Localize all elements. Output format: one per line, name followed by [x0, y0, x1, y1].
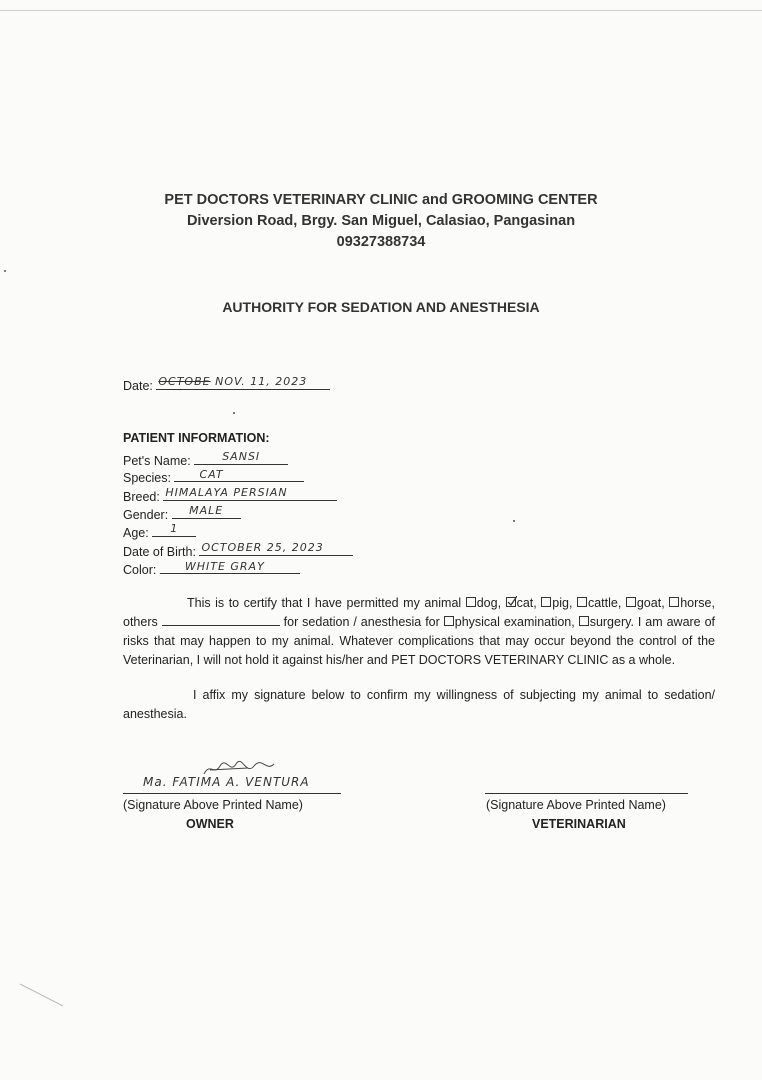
species-label: Species:: [123, 471, 171, 485]
clinic-phone: 09327388734: [336, 234, 426, 250]
color-field: [123, 560, 300, 577]
check-mark-icon: [507, 596, 517, 606]
color-label: Color:: [123, 563, 157, 577]
clinic-name: PET DOCTORS VETERINARY CLINIC and GROOMING CENTER: [164, 192, 598, 208]
age-value[interactable]: 1: [152, 522, 196, 537]
vet-signature-label: (Signature Above Printed Name): [486, 798, 666, 812]
owner-signature-line[interactable]: [123, 793, 341, 794]
species-value[interactable]: CAT: [174, 468, 304, 482]
for-sedation-text: for sedation / anesthesia for: [283, 615, 440, 629]
gender-label: Gender:: [123, 508, 169, 522]
scan-speck: [4, 270, 6, 272]
option-cattle: cattle,: [587, 596, 622, 610]
pet-name-field: [123, 450, 288, 468]
dob-value[interactable]: OCTOBER 25, 2023: [199, 541, 353, 556]
option-physical-exam: physical examination,: [454, 615, 575, 629]
date-field: [123, 375, 330, 393]
checkbox-physical-exam[interactable]: [444, 616, 454, 626]
dob-field: [123, 541, 353, 559]
date-struck-text: OCTOBE: [158, 375, 211, 388]
option-horse-others: horse, others: [123, 596, 715, 629]
clinic-header: [0, 190, 762, 253]
others-blank[interactable]: [162, 614, 280, 626]
date-value-line[interactable]: [156, 375, 330, 390]
gender-value[interactable]: MALE: [172, 504, 241, 519]
pet-name-label: Pet's Name:: [123, 454, 191, 468]
pet-name-value[interactable]: SANSI: [194, 450, 288, 465]
owner-role: OWNER: [186, 817, 234, 831]
option-dog: dog,: [476, 596, 502, 610]
species-field: [123, 468, 304, 485]
breed-field: [123, 486, 337, 504]
option-pig: pig,: [552, 596, 573, 610]
date-value: NOV. 11, 2023: [215, 375, 308, 388]
scan-edge-line: [0, 10, 762, 11]
checkbox-cattle[interactable]: [577, 597, 587, 607]
gender-field: [123, 504, 241, 522]
option-cat: cat,: [516, 596, 537, 610]
breed-value[interactable]: HIMALAYA PERSIAN: [163, 486, 337, 501]
owner-signature-label: (Signature Above Printed Name): [123, 798, 303, 812]
age-field: [123, 522, 196, 540]
dob-label: Date of Birth:: [123, 545, 196, 559]
checkbox-dog[interactable]: [466, 597, 476, 607]
consent-risk-text: I am aware of risks that may happen to my animal. Whatever complications that may occur beyond the control of the Veterinarian, I will not hold it against his/her and PET DOCTORS VETERINARY CLINIC as a whole.: [123, 615, 716, 667]
checkbox-goat[interactable]: [626, 597, 636, 607]
consent-intro: This is to certify that I have permitted my animal: [187, 596, 462, 610]
option-goat: goat,: [636, 596, 665, 610]
consent-paragraph: [123, 594, 715, 670]
scan-artifact-mark: [18, 980, 68, 1010]
clinic-address: Diversion Road, Brgy. San Miguel, Calasiao, Pangasinan: [186, 213, 576, 229]
checkbox-pig[interactable]: [541, 597, 551, 607]
vet-role: VETERINARIAN: [532, 817, 626, 831]
form-title: AUTHORITY FOR SEDATION AND ANESTHESIA: [222, 299, 540, 315]
scan-speck: [513, 520, 515, 522]
checkbox-cat-checked[interactable]: [506, 597, 516, 607]
option-surgery: surgery.: [589, 615, 634, 629]
color-value[interactable]: WHITE GRAY: [160, 560, 300, 574]
checkbox-horse[interactable]: [669, 597, 679, 607]
breed-label: Breed:: [123, 490, 160, 504]
signature-affirmation: I affix my signature below to confirm my willingness of subjecting my animal to sedation/ anesthesia.: [123, 688, 715, 721]
date-label: Date:: [123, 379, 153, 393]
owner-printed-name: Ma. FATIMA A. VENTURA: [143, 775, 310, 789]
checkbox-surgery[interactable]: [579, 616, 589, 626]
age-label: Age:: [123, 526, 149, 540]
scan-speck: [233, 412, 235, 414]
vet-signature-line[interactable]: [485, 793, 688, 794]
patient-info-heading: PATIENT INFORMATION:: [123, 431, 270, 445]
